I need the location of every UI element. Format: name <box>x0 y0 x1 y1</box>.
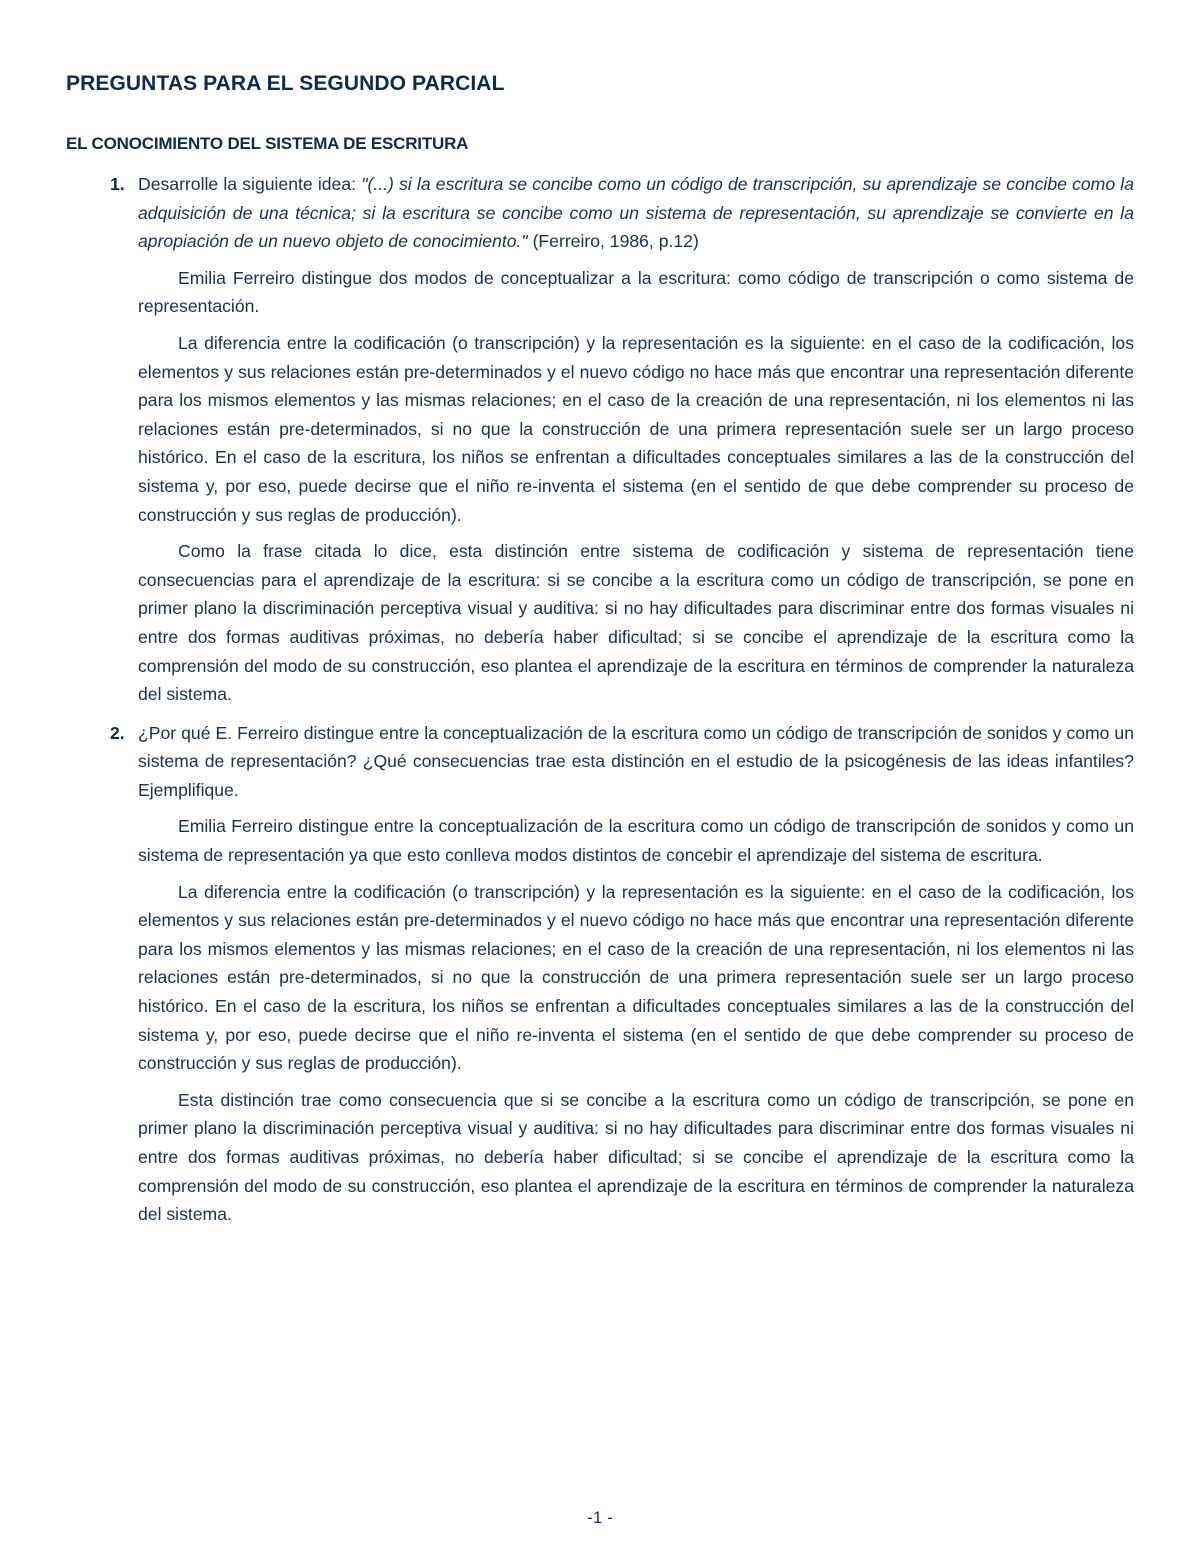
question-prompt <box>138 170 1134 256</box>
question-number: 2. <box>110 722 125 743</box>
question-number: 1. <box>110 174 125 194</box>
document-title: PREGUNTAS PARA EL SEGUNDO PARCIAL <box>66 72 505 95</box>
page-number: -1 - <box>587 1508 613 1527</box>
document-body <box>66 170 1134 1229</box>
answer-paragraph: Como la frase citada lo dice, esta distinción entre sistema de codificación y sistema de representación tiene consecuencias para el aprendizaje de la escritura: si se concibe a la escritura como un código de transcripción, se pone en primer plano la discriminación perceptiva visual y auditiva: si no hay dificultades para discriminar entre dos formas visuales ni entre dos formas auditivas próximas, no debería haber dificultad; si se concibe el aprendizaje de la escritura como la comprensión del modo de su construcción, eso plantea el aprendizaje de la escritura en términos de comprender la naturaleza del sistema. <box>138 541 1134 705</box>
question-prompt: ¿Por qué E. Ferreiro distingue entre la conceptualización de la escritura como un código de transcripción de sonidos y como un sistema de representación? ¿Qué consecuencias trae esta distinción en el estudio de la psicogénesis de las ideas infantiles? Ejemplifique. <box>138 722 1134 800</box>
answer-paragraph: Esta distinción trae como consecuencia que si se concibe a la escritura como un código de transcripción, se pone en primer plano la discriminación perceptiva visual y auditiva: si no hay dificultades para discriminar entre dos formas visuales ni entre dos formas auditivas próximas, no debería haber dificultad; si se concibe el aprendizaje de la escritura como la comprensión del modo de su construcción, eso plantea el aprendizaje de la escritura en términos de comprender la naturaleza del sistema. <box>138 1089 1134 1225</box>
prompt-lead: Desarrolle la siguiente idea: <box>138 174 362 194</box>
prompt-quote: "(...) si la escritura se concibe como un código de transcripción, su aprendizaje se concibe como la adquisición de una técnica; si la escritura se concibe como un sistema de representación, su aprendizaje se convierte en la apropiación de un nuevo objeto de conocimiento." <box>138 174 1134 252</box>
answer-paragraph: Emilia Ferreiro distingue dos modos de conceptualizar a la escritura: como código de transcripción o como sistema de representación. <box>138 267 1134 317</box>
section-heading: EL CONOCIMIENTO DEL SISTEMA DE ESCRITURA <box>66 134 469 153</box>
question-2 <box>66 719 1134 1229</box>
question-1 <box>66 170 1134 709</box>
answer-paragraph: La diferencia entre la codificación (o transcripción) y la representación es la siguiente: en el caso de la codificación, los elementos y sus relaciones están pre-determinados y el nuevo código no hace más que encontrar una representación diferente para los mismos elementos y las mismas relaciones; en el caso de la creación de una representación, ni los elementos ni las relaciones están pre-determinados, si no que la construcción de una primera representación suele ser un largo proceso histórico. En el caso de la escritura, los niños se enfrentan a dificultades conceptuales similares a las de la construcción del sistema y, por eso, puede decirse que el niño re-inventa el sistema (en el sentido de que debe comprender su proceso de construcción y sus reglas de producción). <box>138 332 1134 525</box>
answer-paragraph: La diferencia entre la codificación (o transcripción) y la representación es la siguiente: en el caso de la codificación, los elementos y sus relaciones están pre-determinados y el nuevo código no hace más que encontrar una representación diferente para los mismos elementos y las mismas relaciones; en el caso de la creación de una representación, ni los elementos ni las relaciones están pre-determinados, si no que la construcción de una primera representación suele ser un largo proceso histórico. En el caso de la escritura, los niños se enfrentan a dificultades conceptuales similares a las de la construcción del sistema y, por eso, puede decirse que el niño re-inventa el sistema (en el sentido de que debe comprender su proceso de construcción y sus reglas de producción). <box>138 881 1134 1074</box>
prompt-citation: (Ferreiro, 1986, p.12) <box>527 231 699 252</box>
answer-paragraph: Emilia Ferreiro distingue entre la conceptualización de la escritura como un código de transcripción de sonidos y como un sistema de representación ya que esto conlleva modos distintos de concebir el aprendizaje del sistema de escritura. <box>138 816 1134 866</box>
